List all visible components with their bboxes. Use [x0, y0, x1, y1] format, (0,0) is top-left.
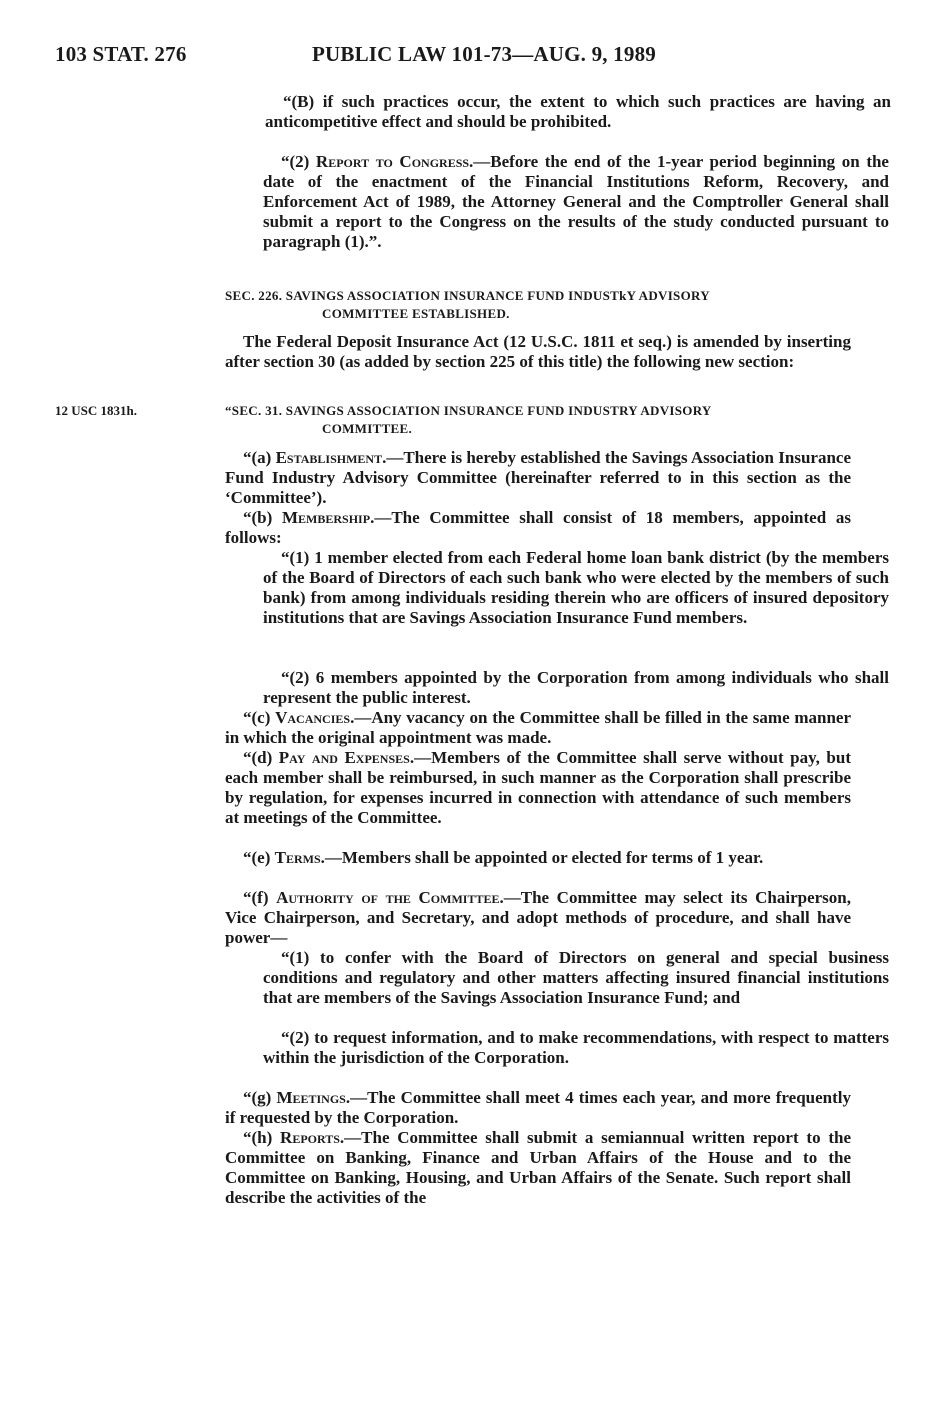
heading-terms: Terms	[274, 848, 321, 867]
margin-citation: 12 USC 1831h.	[55, 403, 137, 418]
subsection-f: “(f) Authority of the Committee.—The Committee may select its Chairperson, Vice Chairperson, and Secretary, and adopt methods of procedure, and shall have power—	[225, 888, 851, 947]
subsection-e: “(e) Terms.—Members shall be appointed or elected for terms of 1 year.	[243, 848, 764, 867]
section-226-heading: SEC. 226. SAVINGS ASSOCIATION INSURANCE FUND INDUSTkY ADVISORY COMMITTEE ESTABLISHED.	[225, 288, 710, 321]
subsection-b-1: “(1) 1 member elected from each Federal home loan bank district (by the members of the Board of Directors of each such bank who were elected by the members of such bank) from among individuals residing therein who are officers of insured depository institutions that are Savings Association Insurance Fund members.	[263, 548, 889, 627]
paragraph-b: “(B) if such practices occur, the extent to which such practices are having an anticompetitive effect and should be prohibited.	[265, 92, 891, 131]
heading-establishment: Establishment	[275, 448, 383, 467]
subsection-h: “(h) Reports.—The Committee shall submit a semiannual written report to the Committee on Banking, Finance and Urban Affairs of the House and to the Committee on Banking, Housing, and Urban Affairs of the Senate. Such report shall describe the activities of the	[225, 1128, 851, 1207]
running-title: PUBLIC LAW 101-73—AUG. 9, 1989	[312, 42, 656, 66]
subsection-f-1: “(1) to confer with the Board of Directors on general and special business conditions and regulatory and other matters affecting insured financial institutions that are members of the Savings Association Insurance Fund; and	[263, 948, 889, 1007]
paragraph-2-report: “(2) Report to Congress.—Before the end of the 1-year period beginning on the date of the enactment of the Financial Institutions Reform, Recovery, and Enforcement Act of 1989, the Attorney General and the Comptroller General shall submit a report to the Congress on the results of the study conducted pursuant to paragraph (1).”.	[263, 152, 889, 251]
stat-page-number: 103 STAT. 276	[55, 42, 187, 66]
heading-authority-of-the-committee: Authority of the Committee	[276, 888, 500, 907]
subsection-b-2: “(2) 6 members appointed by the Corporation from among individuals who shall represent the public interest.	[263, 668, 889, 707]
subsection-f-2: “(2) to request information, and to make recommendations, with respect to matters within the jurisdiction of the Corporation.	[263, 1028, 889, 1067]
section-31-heading: “SEC. 31. SAVINGS ASSOCIATION INSURANCE FUND INDUSTRY ADVISORY COMMITTEE.	[225, 403, 712, 436]
heading-membership: Membership	[282, 508, 371, 527]
heading-meetings: Meetings	[276, 1088, 346, 1107]
section-226-body: The Federal Deposit Insurance Act (12 U.S.C. 1811 et seq.) is amended by inserting after section 30 (as added by section 225 of this title) the following new section:	[225, 332, 851, 371]
subsection-c: “(c) Vacancies.—Any vacancy on the Committee shall be filled in the same manner in which the original appointment was made.	[225, 708, 851, 747]
heading-vacancies: Vacancies	[275, 708, 351, 727]
heading-pay-and-expenses: Pay and Expenses	[278, 748, 410, 767]
subsection-d: “(d) Pay and Expenses.—Members of the Committee shall serve without pay, but each member shall be reimbursed, in such manner as the Corporation shall prescribe by regulation, for expenses incurred in connection with attendance of such members at meetings of the Committee.	[225, 748, 851, 827]
subsection-a: “(a) Establishment.—There is hereby established the Savings Association Insurance Fund Industry Advisory Committee (hereinafter referred to in this section as the ‘Committee’).	[225, 448, 851, 507]
subsection-g: “(g) Meetings.—The Committee shall meet 4 times each year, and more frequently if requested by the Corporation.	[225, 1088, 851, 1127]
heading-reports: Reports	[280, 1128, 340, 1147]
heading-report-to-congress: Report to Congress	[315, 152, 470, 171]
subsection-b: “(b) Membership.—The Committee shall consist of 18 members, appointed as follows:	[225, 508, 852, 547]
